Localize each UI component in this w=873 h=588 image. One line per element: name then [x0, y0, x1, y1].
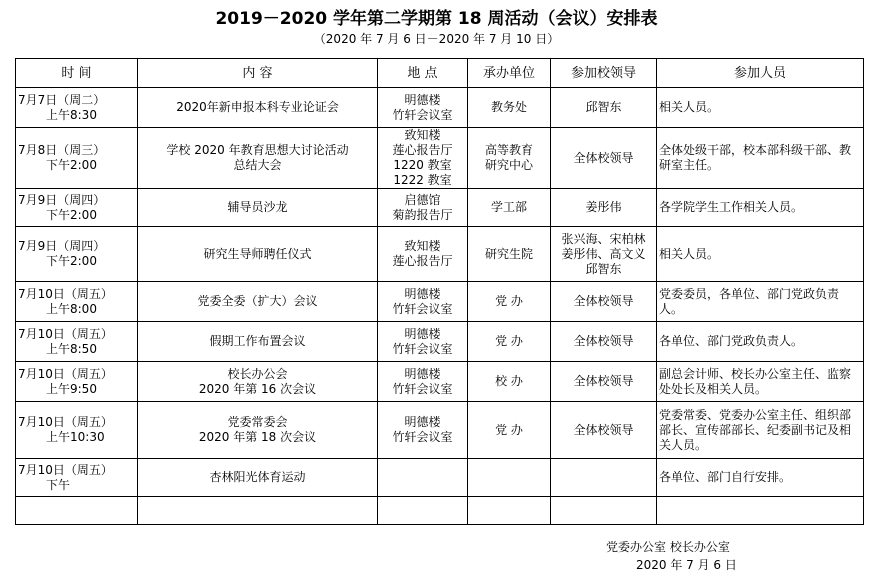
content-cell — [138, 189, 378, 227]
leaders-cell — [551, 227, 657, 282]
unit-text: 学工部 — [490, 200, 527, 214]
date-text: 7月8日（周三） — [18, 143, 106, 157]
unit-cell — [468, 459, 551, 497]
header-place: 地 点 — [378, 59, 468, 88]
time-cell — [16, 459, 138, 497]
time-text: 上午9:50 — [46, 381, 97, 396]
unit-cell — [468, 282, 551, 322]
unit-cell — [468, 362, 551, 402]
content-text: 研究生导师聘任仪式 — [203, 246, 312, 261]
content-cell — [138, 459, 378, 497]
unit-text: 校 办 — [495, 374, 523, 388]
unit-cell — [468, 88, 551, 128]
time-text: 下午2:00 — [46, 207, 97, 222]
unit-text: 高等教育 研究中心 — [484, 143, 533, 172]
leaders-cell — [551, 128, 657, 189]
content-text: 党委全委（扩大）会议 — [197, 294, 318, 308]
table-row — [16, 362, 864, 402]
table-row — [16, 88, 864, 128]
leaders-text: 姜彤伟 — [585, 200, 622, 214]
time-cell — [16, 322, 138, 362]
place-cell — [378, 362, 468, 402]
content-text: 党委常委会 2020 年第 18 次会议 — [198, 415, 317, 444]
time-cell — [16, 128, 138, 189]
unit-text: 党 办 — [495, 294, 523, 308]
attendees-cell — [657, 227, 864, 282]
content-text: 辅导员沙龙 — [227, 200, 288, 214]
unit-cell — [468, 227, 551, 282]
place-text: 致知楼 莲心报告厅 — [392, 239, 453, 268]
time-text: 下午2:00 — [46, 158, 97, 172]
time-cell — [16, 362, 138, 402]
content-cell — [138, 282, 378, 322]
issuing-offices: 党委办公室 校长办公室 — [606, 540, 730, 554]
leaders-text: 全体校领导 — [573, 150, 634, 165]
attendees-cell — [657, 128, 864, 189]
leaders-text: 全体校领导 — [573, 374, 634, 388]
place-cell — [378, 88, 468, 128]
time-text: 上午8:00 — [46, 301, 97, 316]
time-cell — [16, 282, 138, 322]
content-text: 校长办公会 2020 年第 16 次会议 — [198, 366, 317, 396]
time-cell — [16, 88, 138, 128]
place-text: 明德楼 竹轩会议室 — [392, 92, 453, 122]
place-cell — [378, 282, 468, 322]
time-text: 上午8:30 — [46, 107, 97, 122]
unit-cell — [468, 322, 551, 362]
content-cell — [138, 362, 378, 402]
attendees-cell — [657, 282, 864, 322]
content-cell — [138, 322, 378, 362]
table-row — [16, 322, 864, 362]
attendees-cell — [657, 189, 864, 227]
header-attendees: 参加人员 — [657, 59, 864, 88]
attendees-cell — [657, 322, 864, 362]
time-text: 下午 — [46, 477, 71, 492]
unit-text: 研究生院 — [484, 246, 533, 261]
date-text: 7月10日（周五） — [18, 286, 113, 301]
content-text: 2020年新申报本科专业论证会 — [176, 100, 339, 114]
time-text: 上午8:50 — [46, 341, 97, 356]
attendees-text: 相关人员。 — [659, 246, 720, 261]
time-cell — [16, 402, 138, 459]
leaders-cell — [551, 88, 657, 128]
attendees-cell — [657, 402, 864, 459]
page-title: 2019－2020 学年第二学期第 18 周活动（会议）安排表 — [215, 9, 658, 29]
content-text: 假期工作布置会议 — [209, 334, 306, 348]
unit-cell — [468, 189, 551, 227]
unit-text: 党 办 — [495, 422, 523, 437]
schedule-table — [15, 58, 864, 525]
attendees-cell — [657, 497, 864, 525]
table-header-row — [16, 59, 864, 88]
content-text: 杏林阳光体育运动 — [209, 470, 306, 484]
attendees-text: 副总会计师、校长办公室主任、监察处处长及相关人员。 — [659, 366, 852, 396]
attendees-text: 全体处级干部，校本部科级干部、教研室主任。 — [659, 143, 852, 172]
table-row — [16, 128, 864, 189]
leaders-cell — [551, 497, 657, 525]
time-cell — [16, 189, 138, 227]
leaders-text: 全体校领导 — [573, 334, 634, 348]
date-text: 7月9日（周四） — [18, 239, 106, 253]
table-row — [16, 282, 864, 322]
attendees-text: 相关人员。 — [659, 100, 720, 114]
date-text: 7月10日（周五） — [18, 366, 113, 381]
table-row — [16, 497, 864, 525]
attendees-text: 党委委员，各单位、部门党政负责人。 — [659, 286, 840, 316]
date-text: 7月7日（周二） — [18, 92, 106, 107]
time-text: 下午2:00 — [46, 254, 97, 268]
content-text: 学校 2020 年教育思想大讨论活动 总结大会 — [166, 143, 349, 172]
place-cell — [378, 459, 468, 497]
time-cell — [16, 227, 138, 282]
unit-text: 教务处 — [490, 100, 527, 114]
place-cell — [378, 227, 468, 282]
place-text: 明德楼 竹轩会议室 — [392, 326, 453, 356]
attendees-text: 各学院学生工作相关人员。 — [659, 200, 804, 214]
header-leaders: 参加校领导 — [551, 59, 657, 88]
date-text: 7月10日（周五） — [18, 326, 113, 341]
content-cell — [138, 402, 378, 459]
content-cell — [138, 88, 378, 128]
header-time: 时 间 — [16, 59, 138, 88]
table-row — [16, 402, 864, 459]
leaders-cell — [551, 459, 657, 497]
content-cell — [138, 128, 378, 189]
attendees-text: 各单位、部门党政负责人。 — [659, 334, 804, 348]
place-cell — [378, 497, 468, 525]
leaders-cell — [551, 189, 657, 227]
table-row — [16, 227, 864, 282]
table-row — [16, 189, 864, 227]
content-cell — [138, 497, 378, 525]
time-text: 上午10:30 — [46, 430, 105, 444]
place-cell — [378, 402, 468, 459]
unit-cell — [468, 402, 551, 459]
place-text: 明德楼 竹轩会议室 — [392, 366, 453, 396]
leaders-cell — [551, 322, 657, 362]
unit-text: 党 办 — [495, 334, 523, 348]
attendees-cell — [657, 459, 864, 497]
place-cell — [378, 128, 468, 189]
header-unit: 承办单位 — [468, 59, 551, 88]
date-range-subtitle: （2020 年 7 月 6 日－2020 年 7 月 10 日） — [313, 32, 560, 46]
date-text: 7月9日（周四） — [18, 192, 106, 207]
leaders-text: 邱智东 — [585, 100, 622, 114]
unit-cell — [468, 128, 551, 189]
time-cell — [16, 497, 138, 525]
leaders-text: 全体校领导 — [573, 422, 634, 437]
leaders-cell — [551, 402, 657, 459]
leaders-cell — [551, 362, 657, 402]
header-content: 内 容 — [138, 59, 378, 88]
place-text: 启德馆 菊韵报告厅 — [392, 192, 453, 222]
table-row — [16, 459, 864, 497]
leaders-text: 全体校领导 — [573, 294, 634, 308]
issue-date: 2020 年 7 月 6 日 — [636, 558, 737, 572]
place-cell — [378, 322, 468, 362]
place-cell — [378, 189, 468, 227]
attendees-text: 党委常委、党委办公室主任、组织部部长、宣传部部长、纪委副书记及相关人员。 — [659, 407, 852, 452]
attendees-cell — [657, 88, 864, 128]
content-cell — [138, 227, 378, 282]
date-text: 7月10日（周五） — [18, 462, 113, 477]
leaders-cell — [551, 282, 657, 322]
leaders-text: 张兴海、宋柏林 姜彤伟、高文义 邱智东 — [561, 231, 646, 276]
place-text: 明德楼 竹轩会议室 — [392, 286, 453, 316]
place-text: 明德楼 竹轩会议室 — [392, 415, 453, 444]
unit-cell — [468, 497, 551, 525]
date-text: 7月10日（周五） — [18, 415, 113, 429]
attendees-text: 各单位、部门自行安排。 — [659, 470, 792, 484]
place-text: 致知楼 莲心报告厅 1220 教室 1222 教室 — [392, 128, 453, 187]
attendees-cell — [657, 362, 864, 402]
